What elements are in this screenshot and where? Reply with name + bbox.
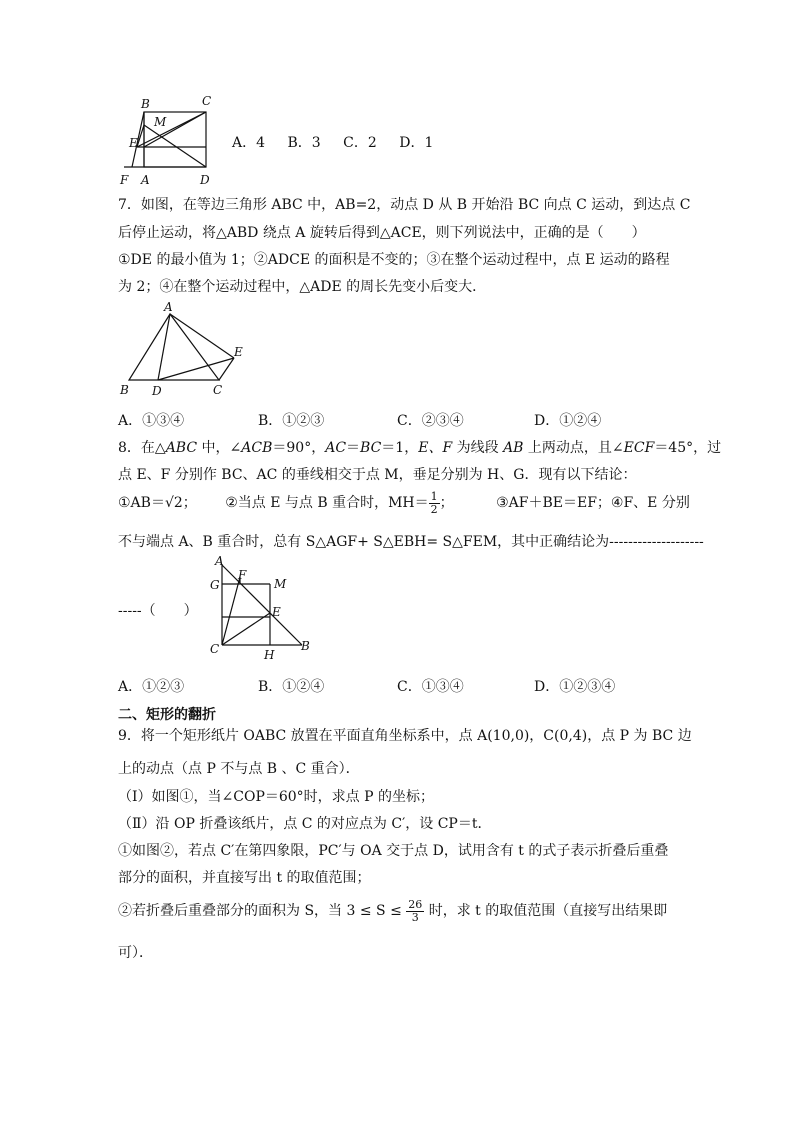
q8-label-C: C <box>210 642 220 656</box>
q7-option-c[interactable]: C．②③④ <box>397 413 464 429</box>
q8-label-G: G <box>210 578 220 592</box>
q7-text-line2: 后停止运动，将△ABD 绕点 A 旋转后得到△ACE，则下列说法中，正确的是（ ） <box>118 225 646 241</box>
q7-text-line4: 为 2；④在整个运动过程中，△ADE 的周长先变小后变大． <box>118 279 487 295</box>
q8-text-line5: -----（ ） <box>118 603 198 619</box>
q6-label-B: B <box>141 97 150 111</box>
q7-text-line3: ①DE 的最小值为 1；②ADCE 的面积是不变的；③在整个运动过程中，点 E 运动的路程 <box>118 252 670 268</box>
q7-text-line1: 7．如图，在等边三角形 ABC 中，AB=2，动点 D 从 B 开始沿 BC 向点 C 运动，到达点 C <box>118 197 691 213</box>
q7-label-A: A <box>164 300 173 314</box>
q8-option-a[interactable]: A．①②③ <box>118 679 185 695</box>
q8-conclusion-3: ③AF＋BE＝EF；④F、E 分别 <box>496 495 690 511</box>
q7-label-D: D <box>152 384 162 398</box>
q8-label-A: A <box>215 554 224 568</box>
q8-conclusion-2: ②当点 E 与点 B 重合时，MH＝ $\frac{1}{2}$ ； <box>225 489 454 516</box>
q7-figure <box>116 300 256 400</box>
q8-label-M: M <box>274 577 287 591</box>
q6-figure <box>114 92 224 187</box>
q8-label-E: E <box>272 605 281 619</box>
q6-option-b[interactable]: B．3 <box>287 135 321 151</box>
q7-label-E: E <box>234 345 243 359</box>
q6-label-M: M <box>154 115 167 129</box>
q7-option-d[interactable]: D．①②④ <box>534 413 602 429</box>
q6-option-c[interactable]: C．2 <box>343 135 377 151</box>
q8-option-b[interactable]: B．①②④ <box>258 679 325 695</box>
q9-text-line5: ①如图②，若点 C′在第四象限，PC′与 OA 交于点 D，试用含有 t 的式子表示折叠后重叠 <box>118 843 669 859</box>
q7-option-b[interactable]: B．①②③ <box>258 413 325 429</box>
q9-text-line6: 部分的面积，并直接写出 t 的取值范围； <box>118 870 371 886</box>
q7-label-C: C <box>213 383 223 397</box>
q7-option-a[interactable]: A．①③④ <box>118 413 185 429</box>
q9-text-line1: 9．将一个矩形纸片 OABC 放置在平面直角坐标系中，点 A(10,0)，C(0,4)，点 P 为 BC 边 <box>118 728 692 744</box>
q7-label-B: B <box>120 383 129 397</box>
q6-option-a[interactable]: A．4 <box>232 135 266 151</box>
q6-label-E: E <box>129 136 138 150</box>
q8-text-line4: 不与端点 A、B 重合时，总有 S△AGF+ S△EBH= S△FEM，其中正确结论为-------------------- <box>118 534 704 550</box>
q8-figure <box>200 553 320 663</box>
q8-option-c[interactable]: C．①③④ <box>397 679 464 695</box>
section-heading: 二、矩形的翻折 <box>118 707 216 723</box>
q6-option-d[interactable]: D．1 <box>399 135 434 151</box>
q9-text-line4: （Ⅱ）沿 OP 折叠该纸片，点 C 的对应点为 C′，设 CP＝t． <box>118 816 492 832</box>
q6-options <box>232 132 433 152</box>
q8-text-line1: 8．在△ABC 中，∠ACB＝90°，AC＝BC＝1，E、F 为线段 AB 上两动点，且∠ECF＝45°，过 <box>118 440 722 456</box>
q6-label-C: C <box>202 94 212 108</box>
q9-text-line8: 可）． <box>118 945 153 961</box>
q9-text-line7: ②若折叠后重叠部分的面积为 S，当 3 ≤ S ≤ $\frac{26}{3}$ 时，求 t 的取值范围（直接写出结果即 <box>118 897 668 924</box>
q8-conclusion-1: ①AB＝√2； <box>118 495 197 511</box>
q8-option-d[interactable]: D．①②③④ <box>534 679 616 695</box>
q8-label-F: F <box>238 568 247 582</box>
q8-text-line3 <box>118 490 690 516</box>
q6-label-D: D <box>200 173 210 187</box>
q9-text-line3: （Ⅰ）如图①，当∠COP＝60°时，求点 P 的坐标； <box>118 789 435 805</box>
q9-fraction: $\frac{26}{3}$ <box>408 897 423 924</box>
q8-label-H: H <box>264 648 275 662</box>
q8-label-B: B <box>301 639 310 653</box>
q9-text-line2: 上的动点（点 P 不与点 B 、C 重合）． <box>118 761 360 777</box>
q6-label-A: A <box>141 173 150 187</box>
q6-label-F: F <box>120 173 129 187</box>
q8-text-line2: 点 E、F 分别作 BC、AC 的垂线相交于点 M，垂足分别为 H、G．现有以下结论： <box>118 467 637 483</box>
